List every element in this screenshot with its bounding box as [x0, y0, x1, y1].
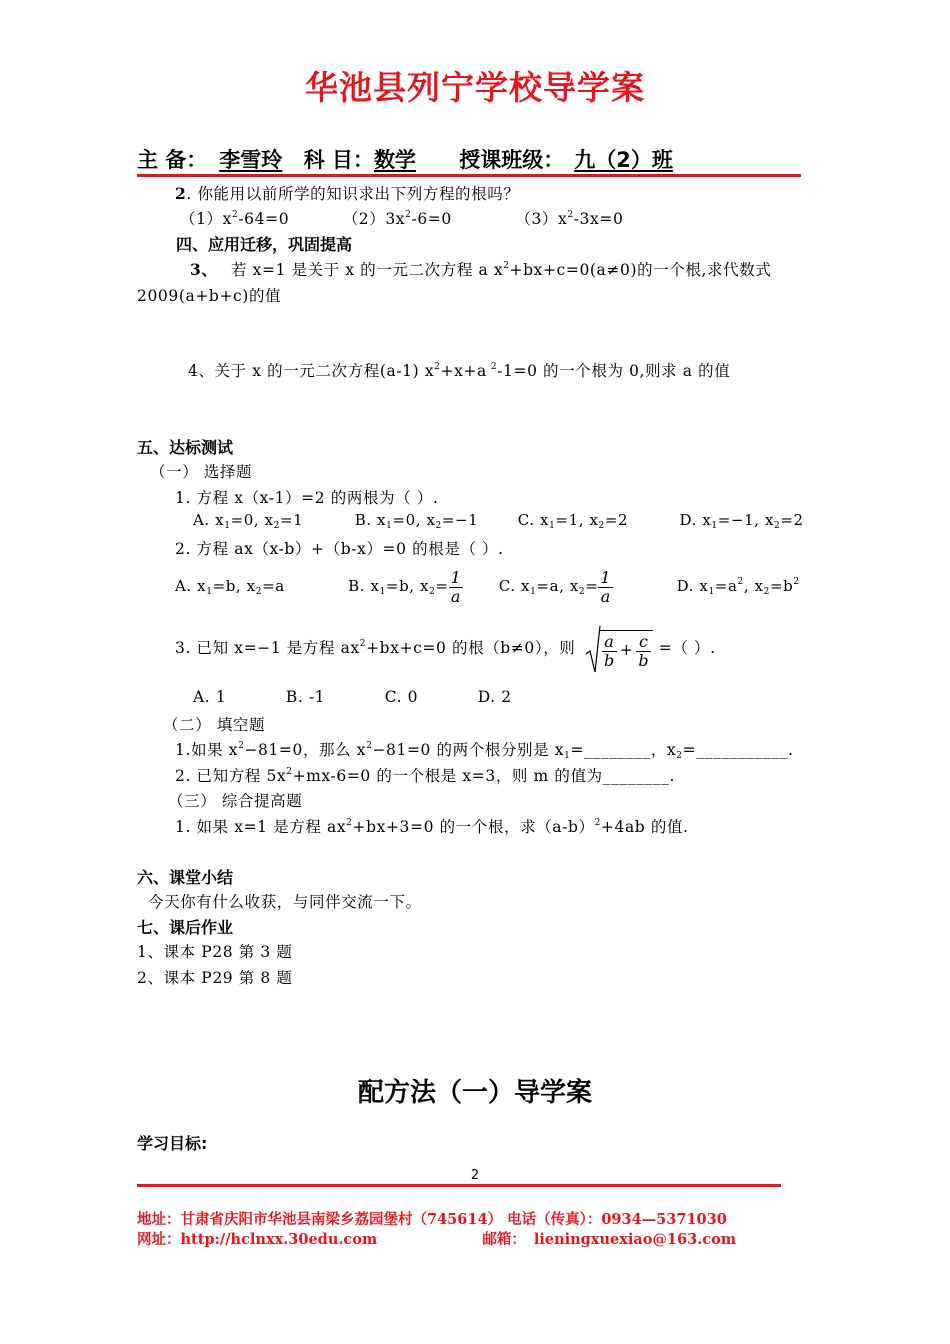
mc-1-option-d: D. $x_1=-1$, $x_2=2$	[679, 511, 804, 531]
section-6-title: 六、课堂小结	[137, 868, 234, 887]
fraction-1-over-a: $\frac{1}{a}$	[600, 567, 612, 606]
mc-1-options	[193, 511, 804, 529]
question-3-line1	[190, 258, 771, 280]
footer-rule	[137, 1184, 781, 1187]
mc-question-3: 3. 已知 x=−1 是方程 $ax^2+bx+c=0$ 的根（b≠0），则 $\frac{a}{b}$ + $\frac{c}{b}$ =（ ）.	[175, 622, 716, 674]
question-2-parts	[180, 207, 623, 229]
fraction-c-over-b: $\frac{c}{b}$	[638, 631, 650, 670]
preparer-label: 主 备：	[137, 148, 208, 172]
next-lesson-title: 配方法（一）导学案	[357, 1078, 592, 1108]
website-link[interactable]: http://hclnxx.30edu.com	[180, 1231, 378, 1248]
mc-2-option-b: B. $x_1=b$, $x_2=$ $\frac{1}{a}$	[348, 567, 462, 606]
question-2-prompt: 你能用以前所学的知识求出下列方程的根吗？	[197, 185, 520, 203]
mc-3-option-a: A. 1	[193, 688, 227, 706]
fraction-1-over-a: $\frac{1}{a}$	[450, 567, 462, 606]
question-2-text: .	[186, 185, 198, 203]
mc-question-2: 2. 方程 ax（x-b）+（b-x）=0 的根是（ ）.	[175, 540, 504, 558]
part-3-title: （三） 综合提高题	[168, 792, 303, 810]
comprehensive-question-1: 1. 如果 x=1 是方程 $ax^2+bx+3=0$ 的一个根，求$(a-b)^2+4ab$ 的值.	[175, 818, 689, 836]
sqrt-expression: $\frac{a}{b}$ + $\frac{c}{b}$	[585, 623, 653, 676]
mc-3-option-d: D. 2	[477, 688, 512, 706]
mc-3-option-b: B. -1	[285, 688, 326, 706]
question-3-text: 若 x=1 是关于 x 的一元二次方程 a $x^2+bx+c=0(a\ne 0)$的一个根,求代数式	[231, 261, 772, 279]
fill-question-2: 2. 已知方程 $5x^2+mx-6=0$ 的一个根是 x=3，则 m 的值为________.	[175, 767, 676, 785]
part-1-title: （一） 选择题	[150, 463, 253, 481]
question-3-number: 3、	[190, 260, 218, 279]
class-label: 授课班级：	[459, 148, 565, 172]
page-title: 华池县列宁学校导学案	[305, 68, 645, 107]
mc-2-option-c: C. $x_1=a$, $x_2=$ $\frac{1}{a}$	[498, 567, 612, 606]
email-label: 邮箱：	[482, 1231, 526, 1248]
mc-3-option-c: C. 0	[384, 688, 419, 706]
mc-2-options	[175, 561, 800, 611]
question-2-number: 2	[175, 184, 187, 203]
fraction-a-over-b: $\frac{a}{b}$	[603, 631, 615, 670]
email-link[interactable]: lieningxuexiao@163.com	[533, 1231, 737, 1248]
fill-question-1: 1.如果 $x^2-81=0$，那么 $x^2-81=0$ 的两个根分别是 $x_1=\_\_\_\_\_\_\_\_$，$x_2=\_\_\_\_\_\_\_\_\_\_\_$.	[175, 741, 794, 761]
mc-1-option-a: A. $x_1=0$, $x_2=1$	[193, 511, 304, 531]
part-2-title: （二） 填空题	[163, 716, 266, 734]
mc-2-option-a: A. $x_1=b$, $x_2=a$	[175, 577, 285, 597]
footer-web-line	[137, 1228, 736, 1249]
subject-label: 科 目：	[303, 148, 374, 172]
learning-goals-label: 学习目标:	[137, 1134, 208, 1153]
meta-line	[137, 144, 673, 174]
question-3-line2: 2009(a+b+c)的值	[137, 287, 282, 305]
mc-2-option-d: D. $x_1=a^2$, $x_2=b^2$	[676, 577, 800, 597]
header-rule	[137, 174, 801, 177]
mc-3-options	[193, 688, 512, 706]
part-3: $(3)x^2-3x=0$	[515, 210, 624, 228]
question-4: 4、关于 x 的一元二次方程(a-1) $x^2+x+a$ $^2$-1=0 的一个根为 0,则求 a 的值	[188, 362, 731, 380]
class-value: 九（2）班	[574, 148, 673, 172]
question-2	[175, 182, 519, 204]
sqrt-sign	[585, 624, 601, 676]
part-2: $(2)3x^2-6=0$	[342, 210, 452, 228]
section-6-text: 今天你有什么收获，与同伴交流一下。	[148, 893, 422, 911]
mc-question-1: 1. 方程 x（x-1）=2 的两根为（ ）.	[175, 489, 439, 507]
footer-address: 地址：甘肃省庆阳市华池县南梁乡荔园堡村（745614） 电话（传真）：0934—5371030	[137, 1211, 727, 1228]
section-5-title: 五、达标测试	[137, 438, 234, 457]
homework-item-2: 2、课本 P29 第 8 题	[137, 969, 293, 987]
section-7-title: 七、课后作业	[137, 918, 234, 937]
mc-1-option-b: B. $x_1=0$, $x_2=-1$	[354, 511, 479, 531]
preparer-name: 李雪玲	[219, 148, 283, 172]
part-1: $(1)x^2-64=0$	[180, 210, 290, 228]
page-number: 2	[470, 1168, 480, 1183]
section-4-title: 四、应用迁移，巩固提高	[176, 235, 353, 254]
website-label: 网址：	[137, 1231, 181, 1248]
subject-value: 数学	[373, 148, 416, 172]
mc-1-option-c: C. $x_1=1$, $x_2=2$	[517, 511, 629, 531]
homework-item-1: 1、课本 P28 第 3 题	[137, 943, 293, 961]
